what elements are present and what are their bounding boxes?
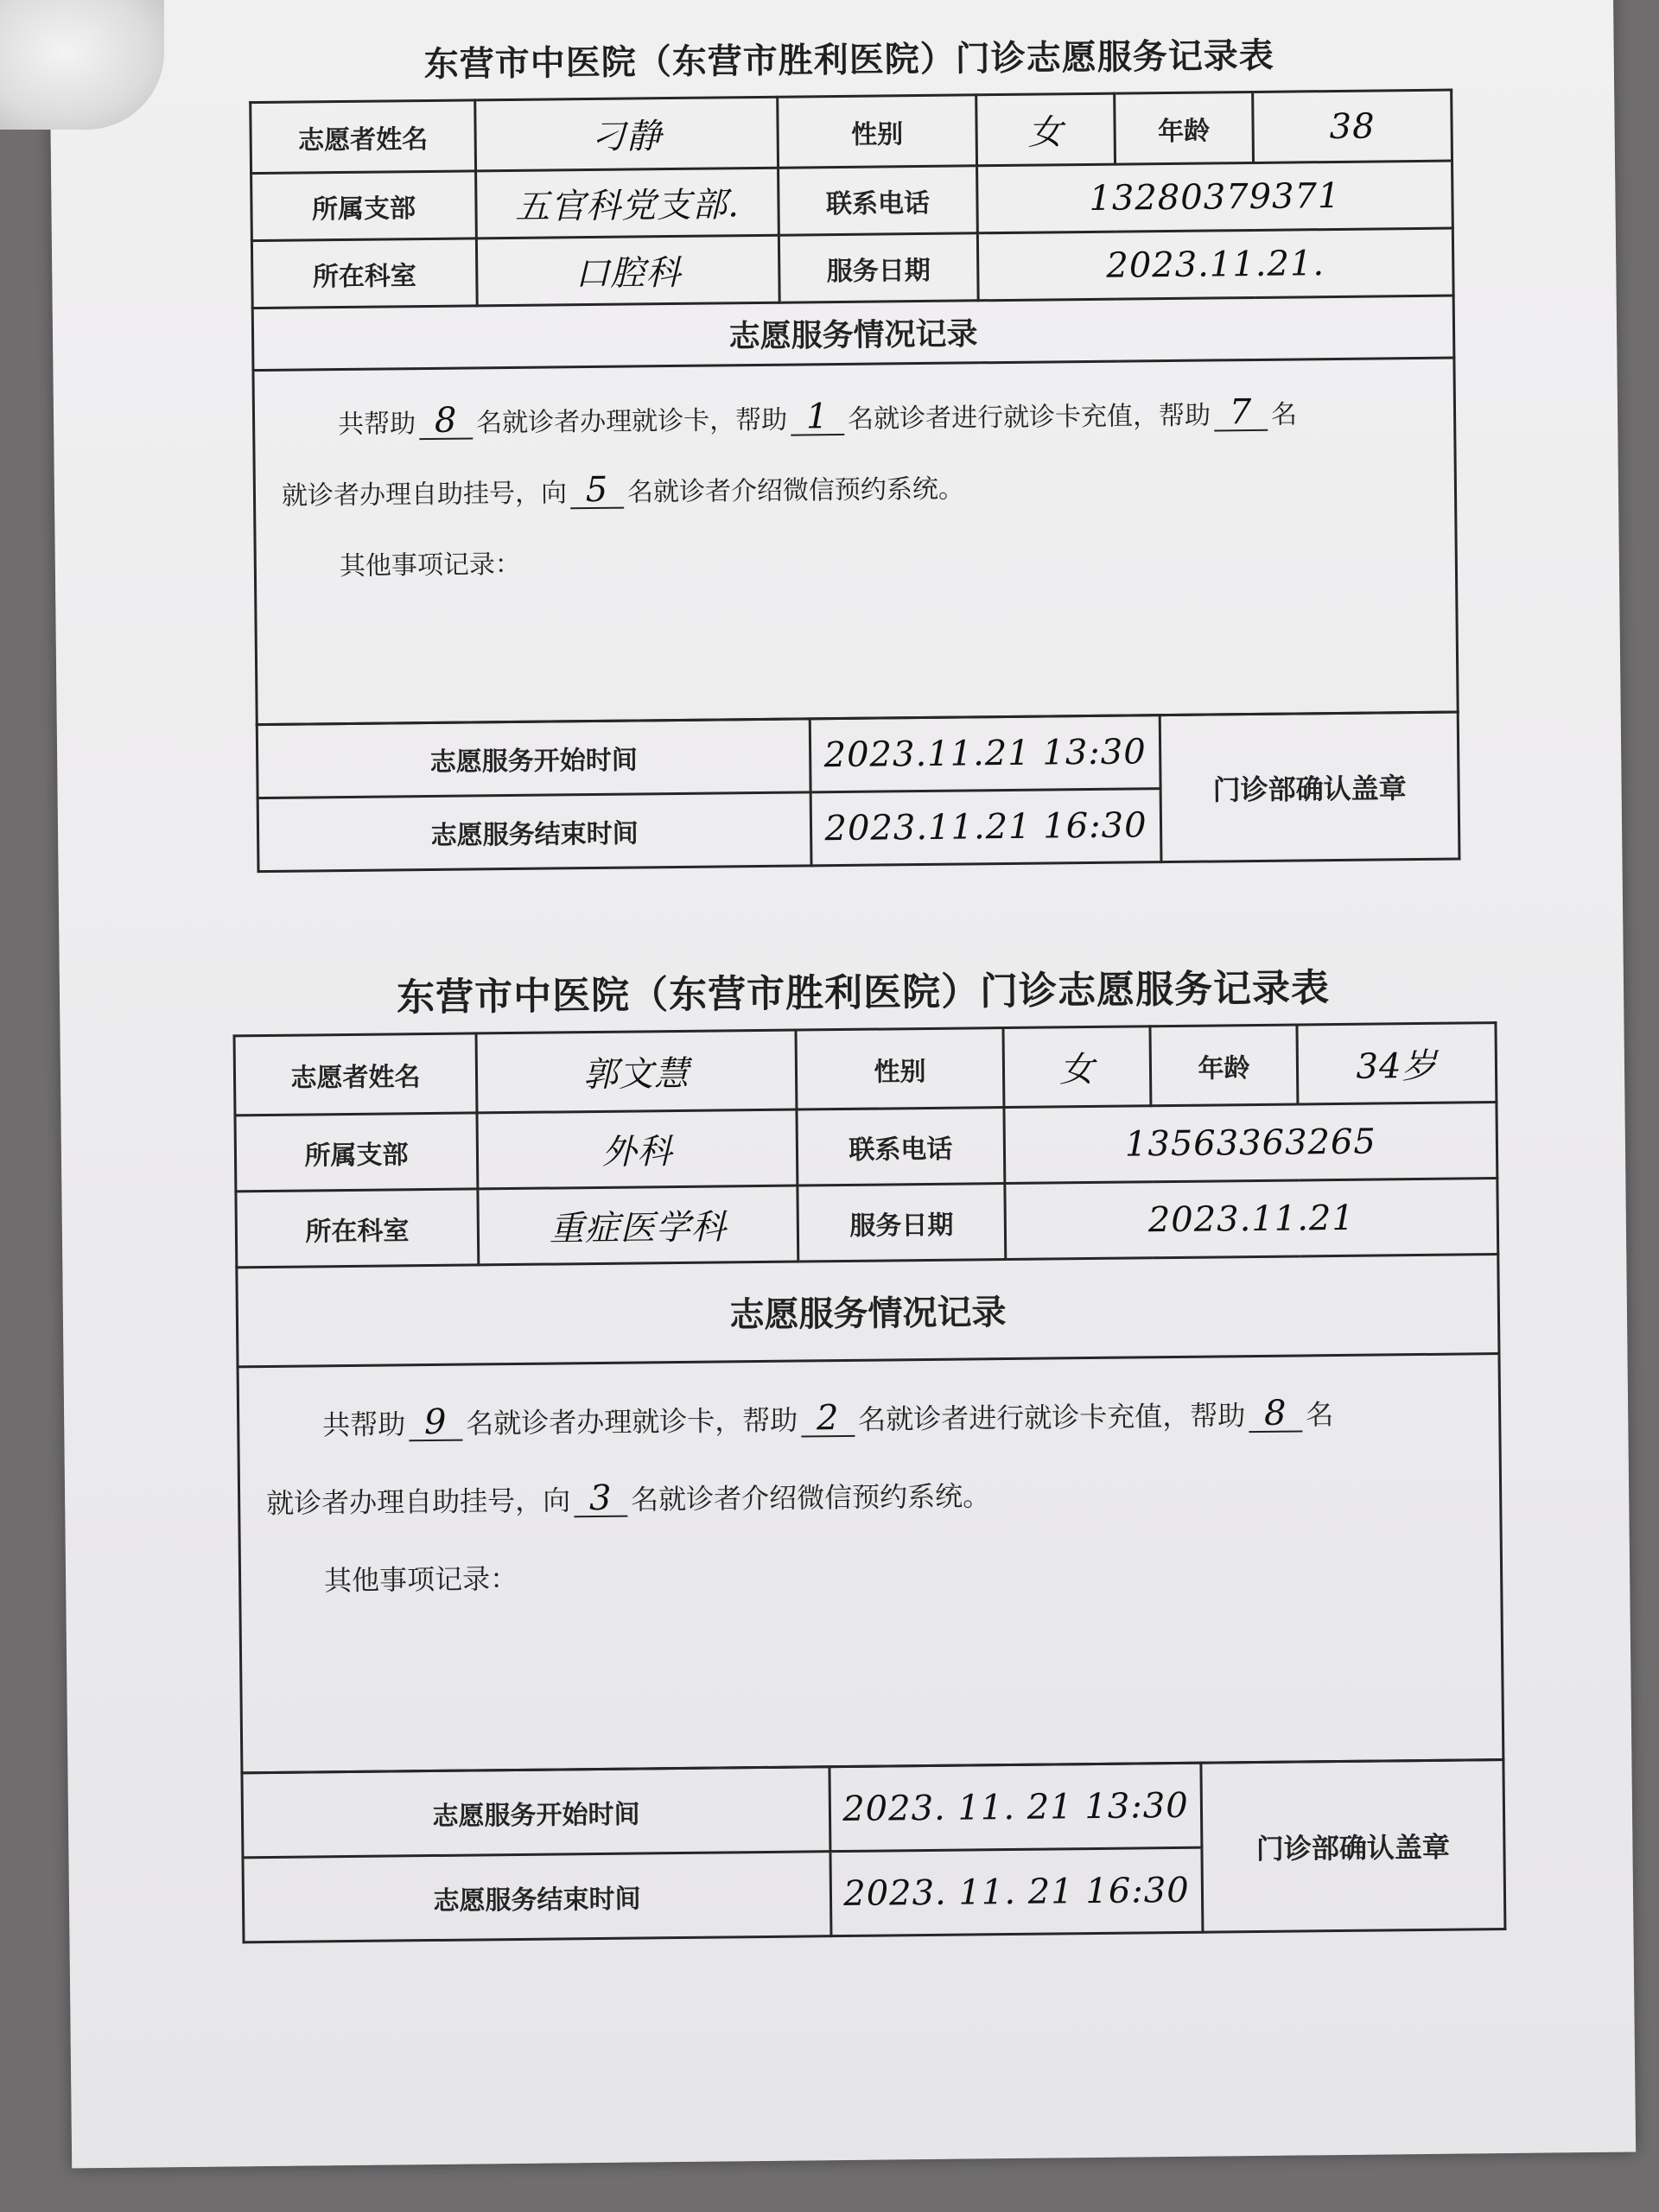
count-card: 8 [419, 403, 473, 440]
value-name: 郭文慧 [476, 1030, 797, 1113]
record-text: 名 [1306, 1398, 1334, 1432]
value-end-time: 2023. 11. 21 16:30 [830, 1847, 1203, 1936]
label-dept: 所在科室 [236, 1189, 479, 1268]
info-table [233, 1021, 1505, 1774]
label-age: 年龄 [1115, 92, 1254, 164]
label-date: 服务日期 [798, 1184, 1006, 1262]
label-gender: 性别 [796, 1028, 1004, 1110]
service-record-body [253, 358, 1458, 725]
label-age: 年龄 [1150, 1025, 1298, 1106]
value-gender: 女 [976, 93, 1116, 166]
form-title: 东营市中医院（东营市胜利医院）门诊志愿服务记录表 [423, 35, 1274, 86]
label-branch: 所属支部 [251, 171, 477, 241]
count-wechat: 5 [570, 473, 624, 510]
label-branch: 所属支部 [235, 1113, 478, 1192]
label-dept: 所在科室 [251, 238, 477, 308]
value-branch: 外科 [477, 1109, 798, 1189]
value-gender: 女 [1003, 1027, 1151, 1108]
count-recharge: 1 [791, 399, 844, 436]
value-dept: 重症医学科 [478, 1185, 798, 1265]
record-text: 名就诊者介绍微信预约系统。 [630, 1479, 991, 1516]
paper-sheet [49, 0, 1636, 2168]
count-register: 7 [1214, 395, 1268, 432]
record-text: 共帮助 [337, 409, 416, 441]
info-table [249, 89, 1459, 727]
count-register: 8 [1249, 1395, 1302, 1433]
other-notes-label: 其他事项记录： [323, 1561, 518, 1598]
record-text: 名就诊者介绍微信预约系统。 [626, 474, 965, 508]
label-end-time: 志愿服务结束时间 [243, 1852, 831, 1942]
seal-box: 门诊部确认盖章 [1160, 712, 1459, 862]
value-phone: 13563363265 [1004, 1103, 1497, 1184]
label-phone: 联系电话 [797, 1108, 1005, 1186]
seal-box: 门诊部确认盖章 [1201, 1760, 1505, 1933]
record-text: 共帮助 [322, 1408, 406, 1442]
record-form-1 [248, 20, 1458, 874]
record-text: 名 [1270, 399, 1298, 430]
label-phone: 联系电话 [779, 166, 978, 235]
label-start-time: 志愿服务开始时间 [242, 1767, 830, 1858]
label-gender: 性别 [778, 95, 977, 168]
value-date: 2023.11.21 [1005, 1179, 1498, 1260]
value-dept: 口腔科 [476, 235, 779, 306]
value-start-time: 2023. 11. 21 13:30 [830, 1763, 1202, 1851]
label-start-time: 志愿服务开始时间 [257, 719, 810, 798]
record-text: 名就诊者进行就诊卡充值，帮助 [858, 1399, 1246, 1436]
record-form-2 [232, 952, 1504, 1943]
section-title: 志愿服务情况记录 [252, 296, 1454, 371]
time-table [240, 1758, 1506, 1943]
record-text: 就诊者办理自助挂号，向 [266, 1484, 571, 1521]
value-date: 2023.11.21. [977, 228, 1453, 301]
value-end-time: 2023.11.21 16:30 [810, 789, 1161, 866]
count-wechat: 3 [574, 1481, 627, 1518]
value-start-time: 2023.11.21 13:30 [810, 715, 1160, 792]
value-age: 34岁 [1297, 1023, 1497, 1104]
service-record-body [238, 1354, 1503, 1773]
label-name: 志愿者姓名 [251, 100, 476, 174]
record-text: 名就诊者进行就诊卡充值，帮助 [847, 400, 1211, 435]
other-notes-label: 其他事项记录： [339, 549, 522, 582]
record-text: 名就诊者办理就诊卡，帮助 [475, 404, 788, 439]
label-end-time: 志愿服务结束时间 [257, 792, 811, 872]
value-branch: 五官科党支部. [476, 168, 779, 238]
count-recharge: 2 [801, 1401, 855, 1438]
value-age: 38 [1253, 90, 1452, 162]
section-title: 志愿服务情况记录 [237, 1255, 1499, 1367]
record-text: 就诊者办理自助挂号，向 [281, 478, 568, 512]
count-card: 9 [409, 1405, 462, 1442]
time-table [256, 711, 1461, 874]
form-title: 东营市中医院（东营市胜利医院）门诊志愿服务记录表 [396, 966, 1331, 1020]
value-phone: 13280379371 [977, 161, 1453, 233]
value-name: 刁静 [475, 97, 779, 171]
label-date: 服务日期 [779, 233, 978, 302]
label-name: 志愿者姓名 [234, 1033, 477, 1116]
record-text: 名就诊者办理就诊卡，帮助 [466, 1403, 798, 1440]
